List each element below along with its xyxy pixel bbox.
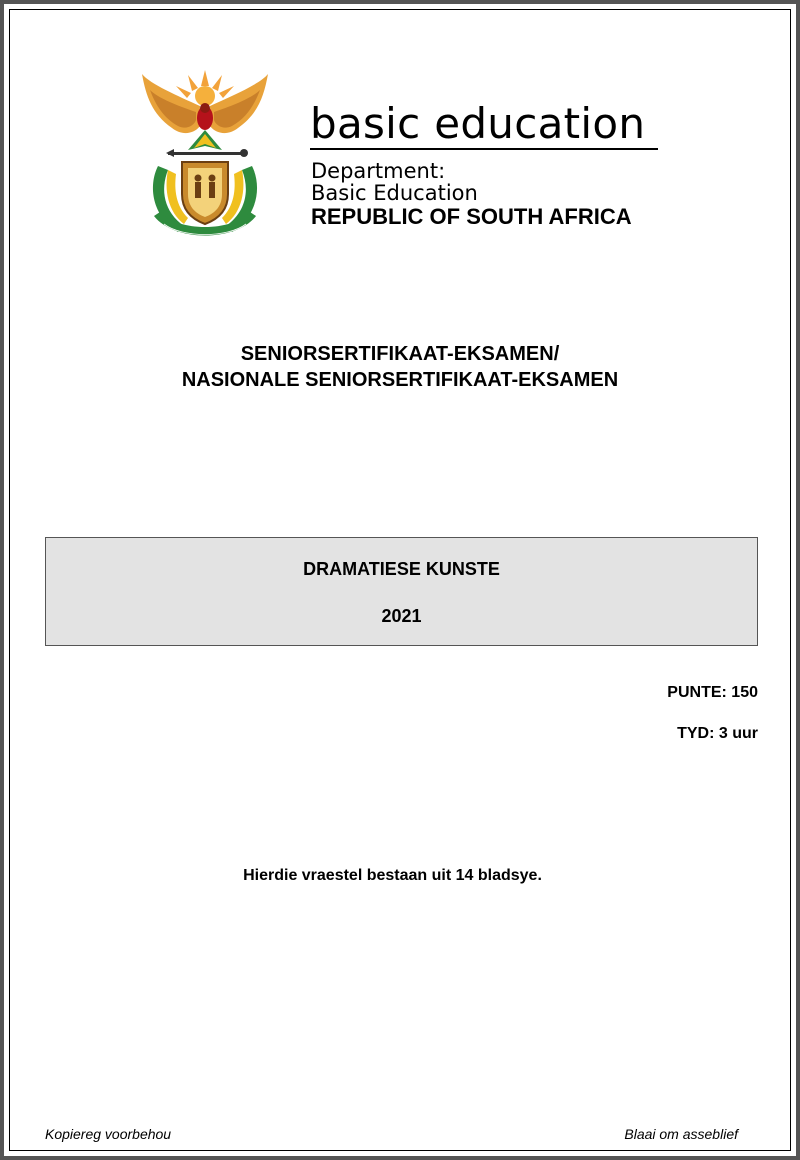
- time-label: TYD: 3 uur: [677, 725, 758, 742]
- coat-of-arms-logo: [138, 66, 272, 244]
- subject-year: 2021: [381, 606, 422, 626]
- marks-label: PUNTE: 150: [667, 684, 758, 701]
- turn-page-footer: Blaai om asseblief: [624, 1126, 738, 1142]
- department-label: Department:: [311, 159, 446, 183]
- country-name: REPUBLIC OF SOUTH AFRICA: [311, 204, 632, 229]
- exam-title-line2: NASIONALE SENIORSERTIFIKAAT-EKSAMEN: [181, 369, 619, 391]
- subject-box: [45, 537, 758, 646]
- brand-divider: [310, 148, 658, 150]
- exam-title-line1: SENIORSERTIFIKAAT-EKSAMEN/: [240, 343, 560, 365]
- brand-title: basic education: [310, 99, 646, 148]
- department-name: Basic Education: [311, 181, 478, 205]
- copyright-footer: Kopiereg voorbehou: [45, 1126, 172, 1142]
- subject-name: DRAMATIESE KUNSTE: [303, 559, 500, 579]
- page-count-note: Hierdie vraestel bestaan uit 14 bladsye.: [243, 867, 542, 884]
